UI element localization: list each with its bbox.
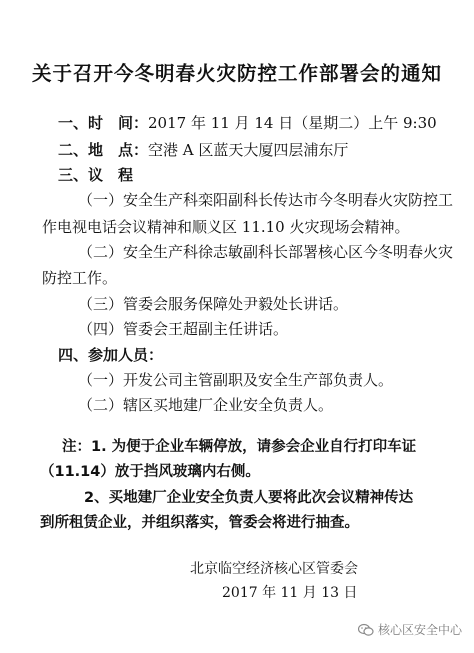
signature-org: 北京临空经济核心区管委会	[190, 561, 358, 577]
wechat-icon	[358, 623, 374, 637]
attendees-heading: 四、参加人员：	[58, 346, 164, 364]
attendee-item-1: （一）开发公司主管副职及安全生产部负责人。	[78, 371, 394, 389]
attendee-item-2: （二）辖区买地建厂企业安全负责人。	[78, 396, 334, 414]
agenda-heading: 三、议 程	[58, 166, 134, 184]
page-title: 关于召开今冬明春火灾防控工作部署会的通知	[31, 62, 442, 85]
watermark	[358, 621, 462, 638]
location-label: 二、地 点：	[58, 141, 149, 159]
signature-date: 2017 年 11 月 13 日	[222, 585, 358, 601]
note-2-line1: 2、买地建厂企业安全负责人要将此次会议精神传达	[84, 490, 414, 506]
time-label: 一、时 间：	[58, 114, 149, 132]
watermark-text: 核心区安全中心	[377, 623, 462, 637]
agenda-item-2-line1: （二）安全生产科徐志敏副科长部署核心区今冬明春火灾	[78, 243, 454, 261]
location-value: 空港 A 区蓝天大厦四层浦东厅	[148, 141, 349, 159]
note-1-line1: 注：1. 为便于企业车辆停放，请参会企业自行打印车证	[62, 439, 417, 455]
agenda-item-3: （三）管委会服务保障处尹毅处长讲话。	[78, 295, 349, 313]
agenda-item-1-line1: （一）安全生产科栾阳副科长传达市今冬明春火灾防控工	[78, 191, 454, 209]
note-2-line2: 到所租赁企业，并组织落实，管委会将进行抽查。	[40, 515, 359, 531]
location-row	[58, 140, 348, 160]
time-row	[58, 113, 437, 133]
agenda-item-4: （四）管委会王超副主任讲话。	[78, 320, 289, 338]
agenda-item-1-line2: 作电视电话会议精神和顺义区 11.10 火灾现场会精神。	[42, 218, 410, 236]
time-value: 2017 年 11 月 14 日（星期二）上午 9:30	[148, 114, 437, 132]
agenda-item-2-line2: 防控工作。	[42, 269, 118, 287]
note-1-line2: （11.14）放于挡风玻璃内右侧。	[40, 464, 260, 480]
